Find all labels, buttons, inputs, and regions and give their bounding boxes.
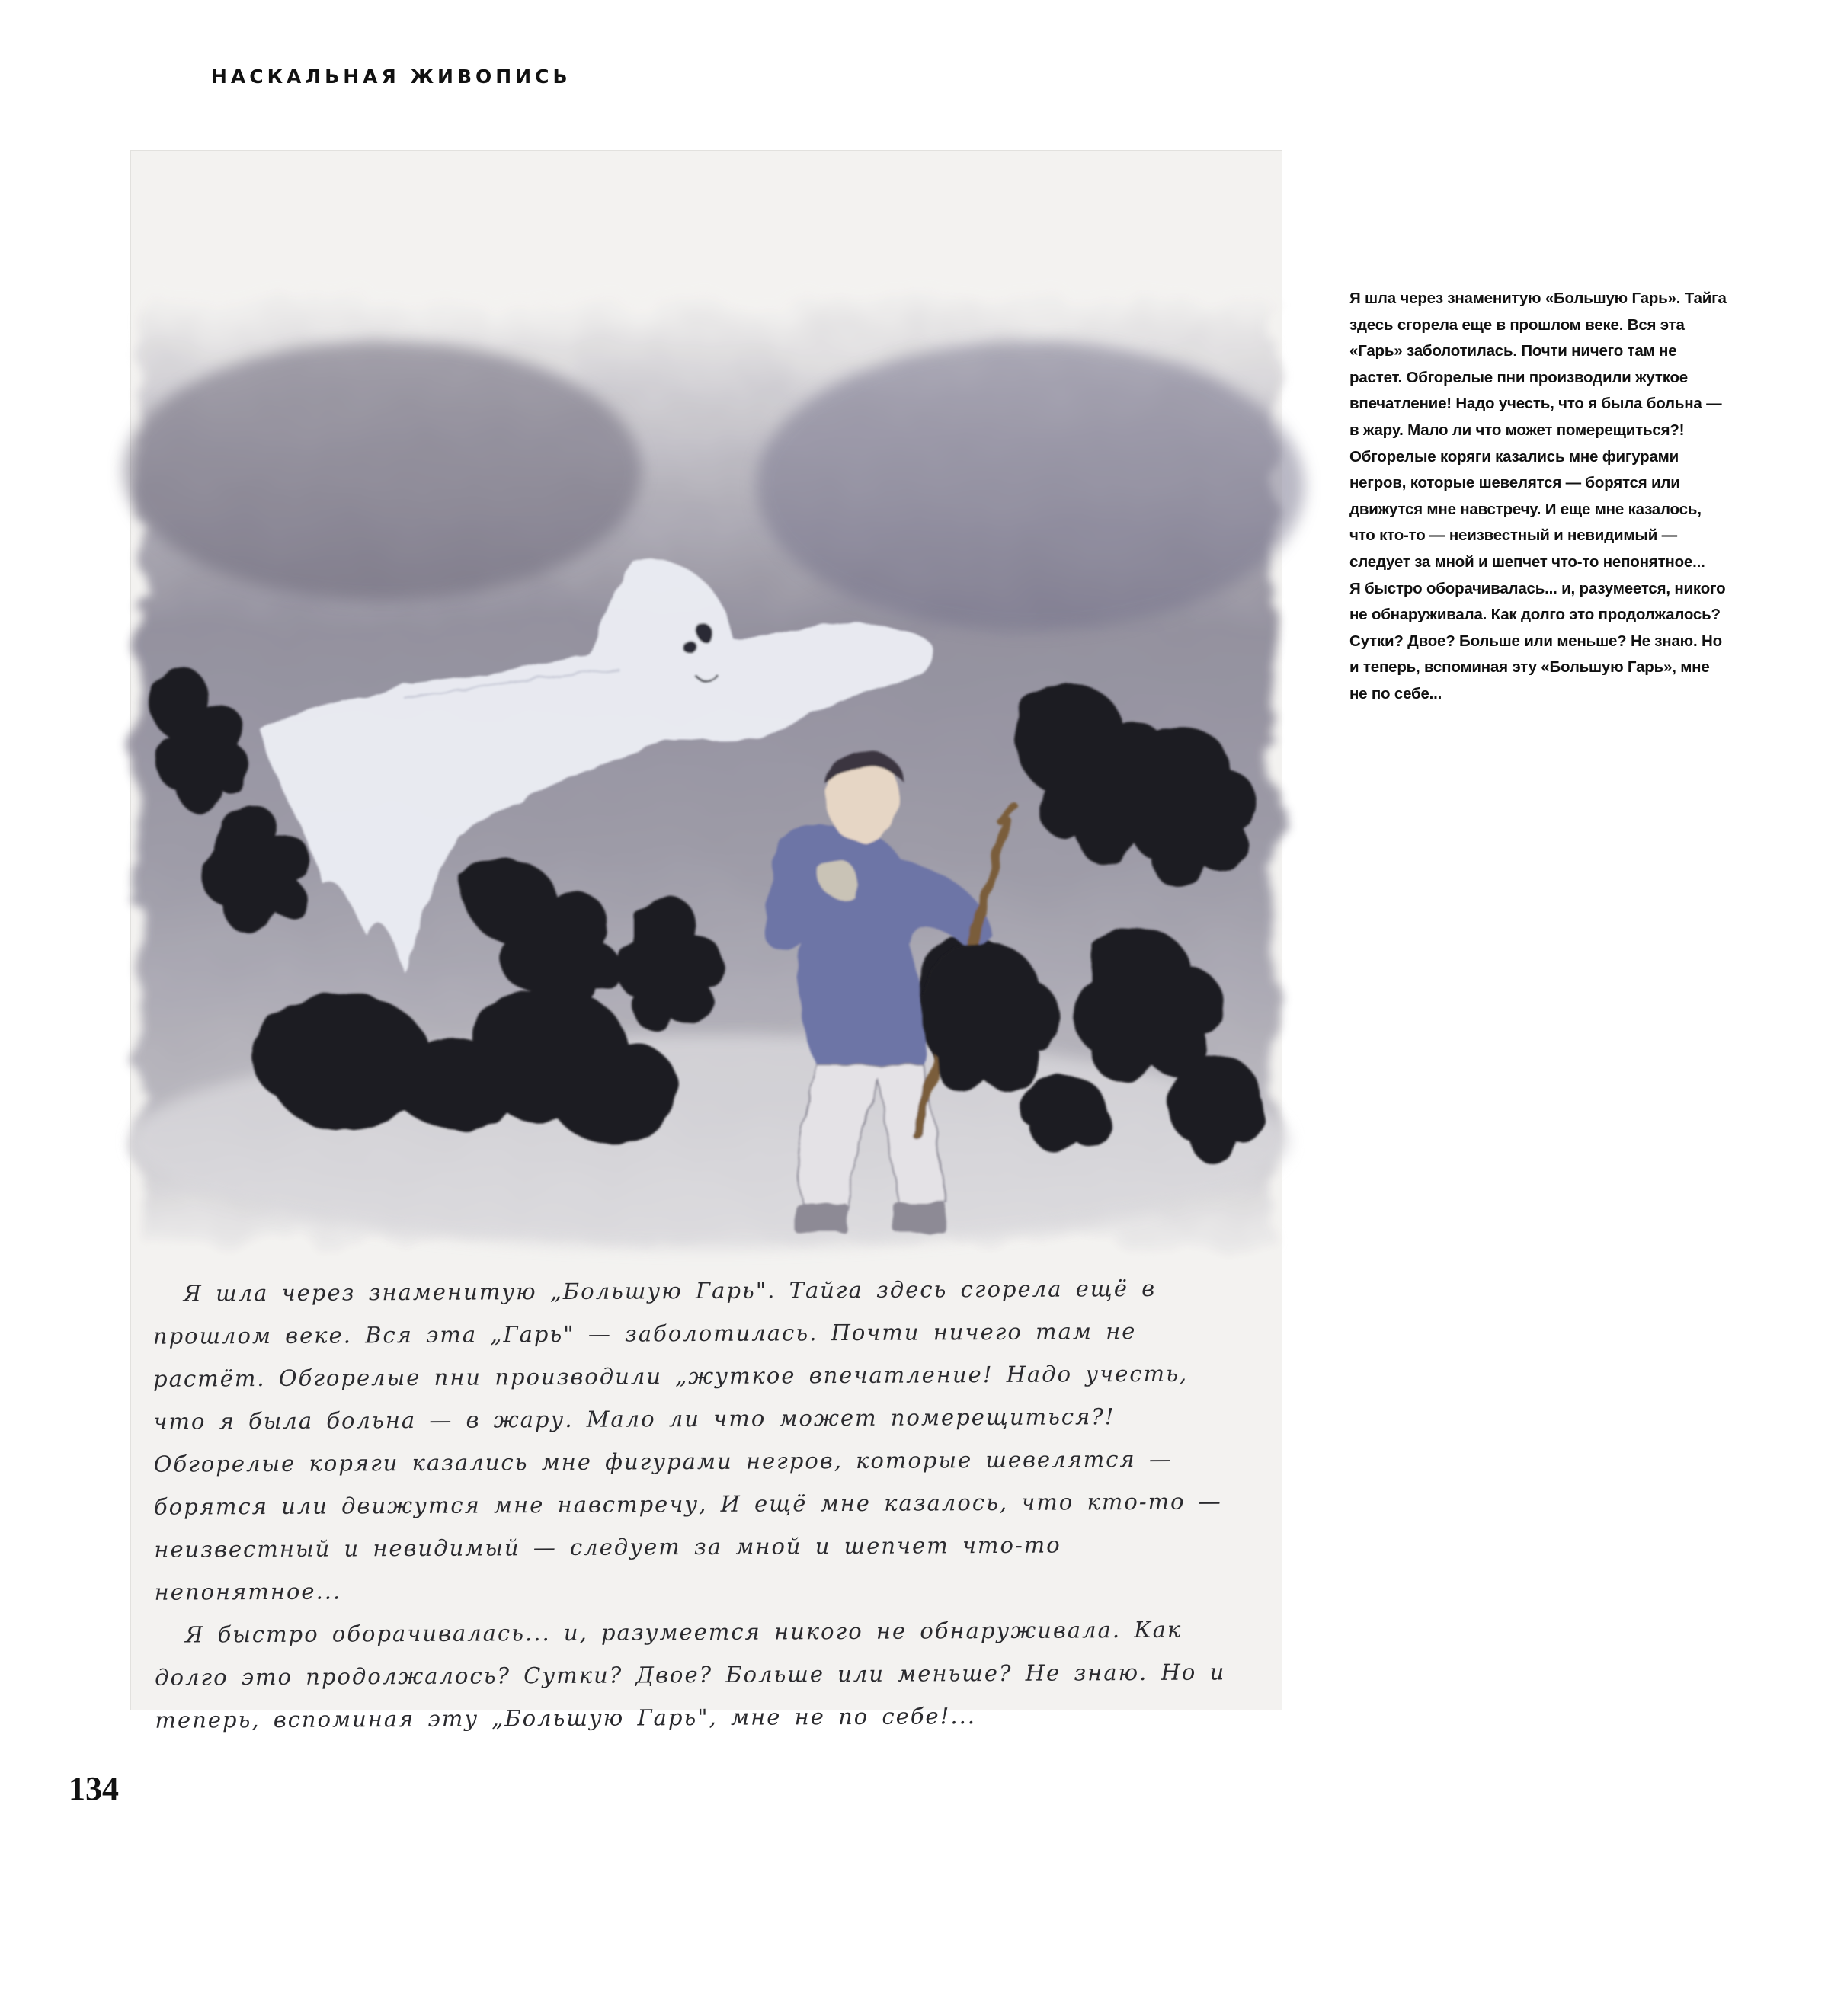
side-text-paragraph: Я шла через знаменитую «Большую Гарь». Тайга здесь сгорела еще в прошлом веке. Вся эта «Гарь» заболотилась. Почти ничего там не растет. Обгорелые пни производили жуткое впечатление! Надо учесть, что я была больна — в жару. Мало ли что может померещиться?! Обгорелые коряги казались мне фигурами негров, которые шевелятся — борятся или движутся мне навстречу. И еще мне казалось, что кто-то — неизвестный и невидимый — следует за мной и шепчет что-то непонятное...	[1349, 290, 1727, 571]
handwritten-caption	[152, 1266, 1252, 1742]
watercolor-illustration	[131, 151, 1282, 1263]
illustration-plate	[131, 151, 1282, 1733]
dark-cloud-left	[123, 341, 642, 600]
page-number: 134	[69, 1770, 119, 1807]
running-title: НАСКАЛЬНАЯ ЖИВОПИСЬ	[211, 66, 571, 88]
side-text-column	[1349, 286, 1730, 708]
handwritten-paragraph: Я быстро оборачивалась... и, разумеется никого не обнаруживала. Как долго это продолжалось? Сутки? Двое? Больше или меньше? Не знаю. Но и теперь, вспоминая эту „Большую Гарь", мне не по себе!...	[155, 1616, 1226, 1733]
handwritten-paragraph: Я шла через знаменитую „Большую Гарь". Тайга здесь сгорела ещё в прошлом веке. Вся эта „Гарь" — заболотилась. Почти ничего там не растёт. Обгорелые пни производили „жуткое впечатление! Надо учесть, что я была больна — в жару. Мало ли что может померещиться?! Обгорелые коряги казались мне фигурами негров, которые шевелятся — борятся или движутся мне навстречу, И ещё мне казалось, что кто-то — неизвестный и невидимый — следует за мной и шепчет что-то непонятное...	[152, 1275, 1222, 1605]
dark-cloud-right	[756, 341, 1305, 631]
side-text-paragraph: Я быстро оборачивалась... и, разумеется, никого не обнаруживала. Как долго это продолжалось? Сутки? Двое? Больше или меньше? Не знаю. Но и теперь, вспоминая эту «Большую Гарь», мне не по себе...	[1349, 579, 1726, 702]
